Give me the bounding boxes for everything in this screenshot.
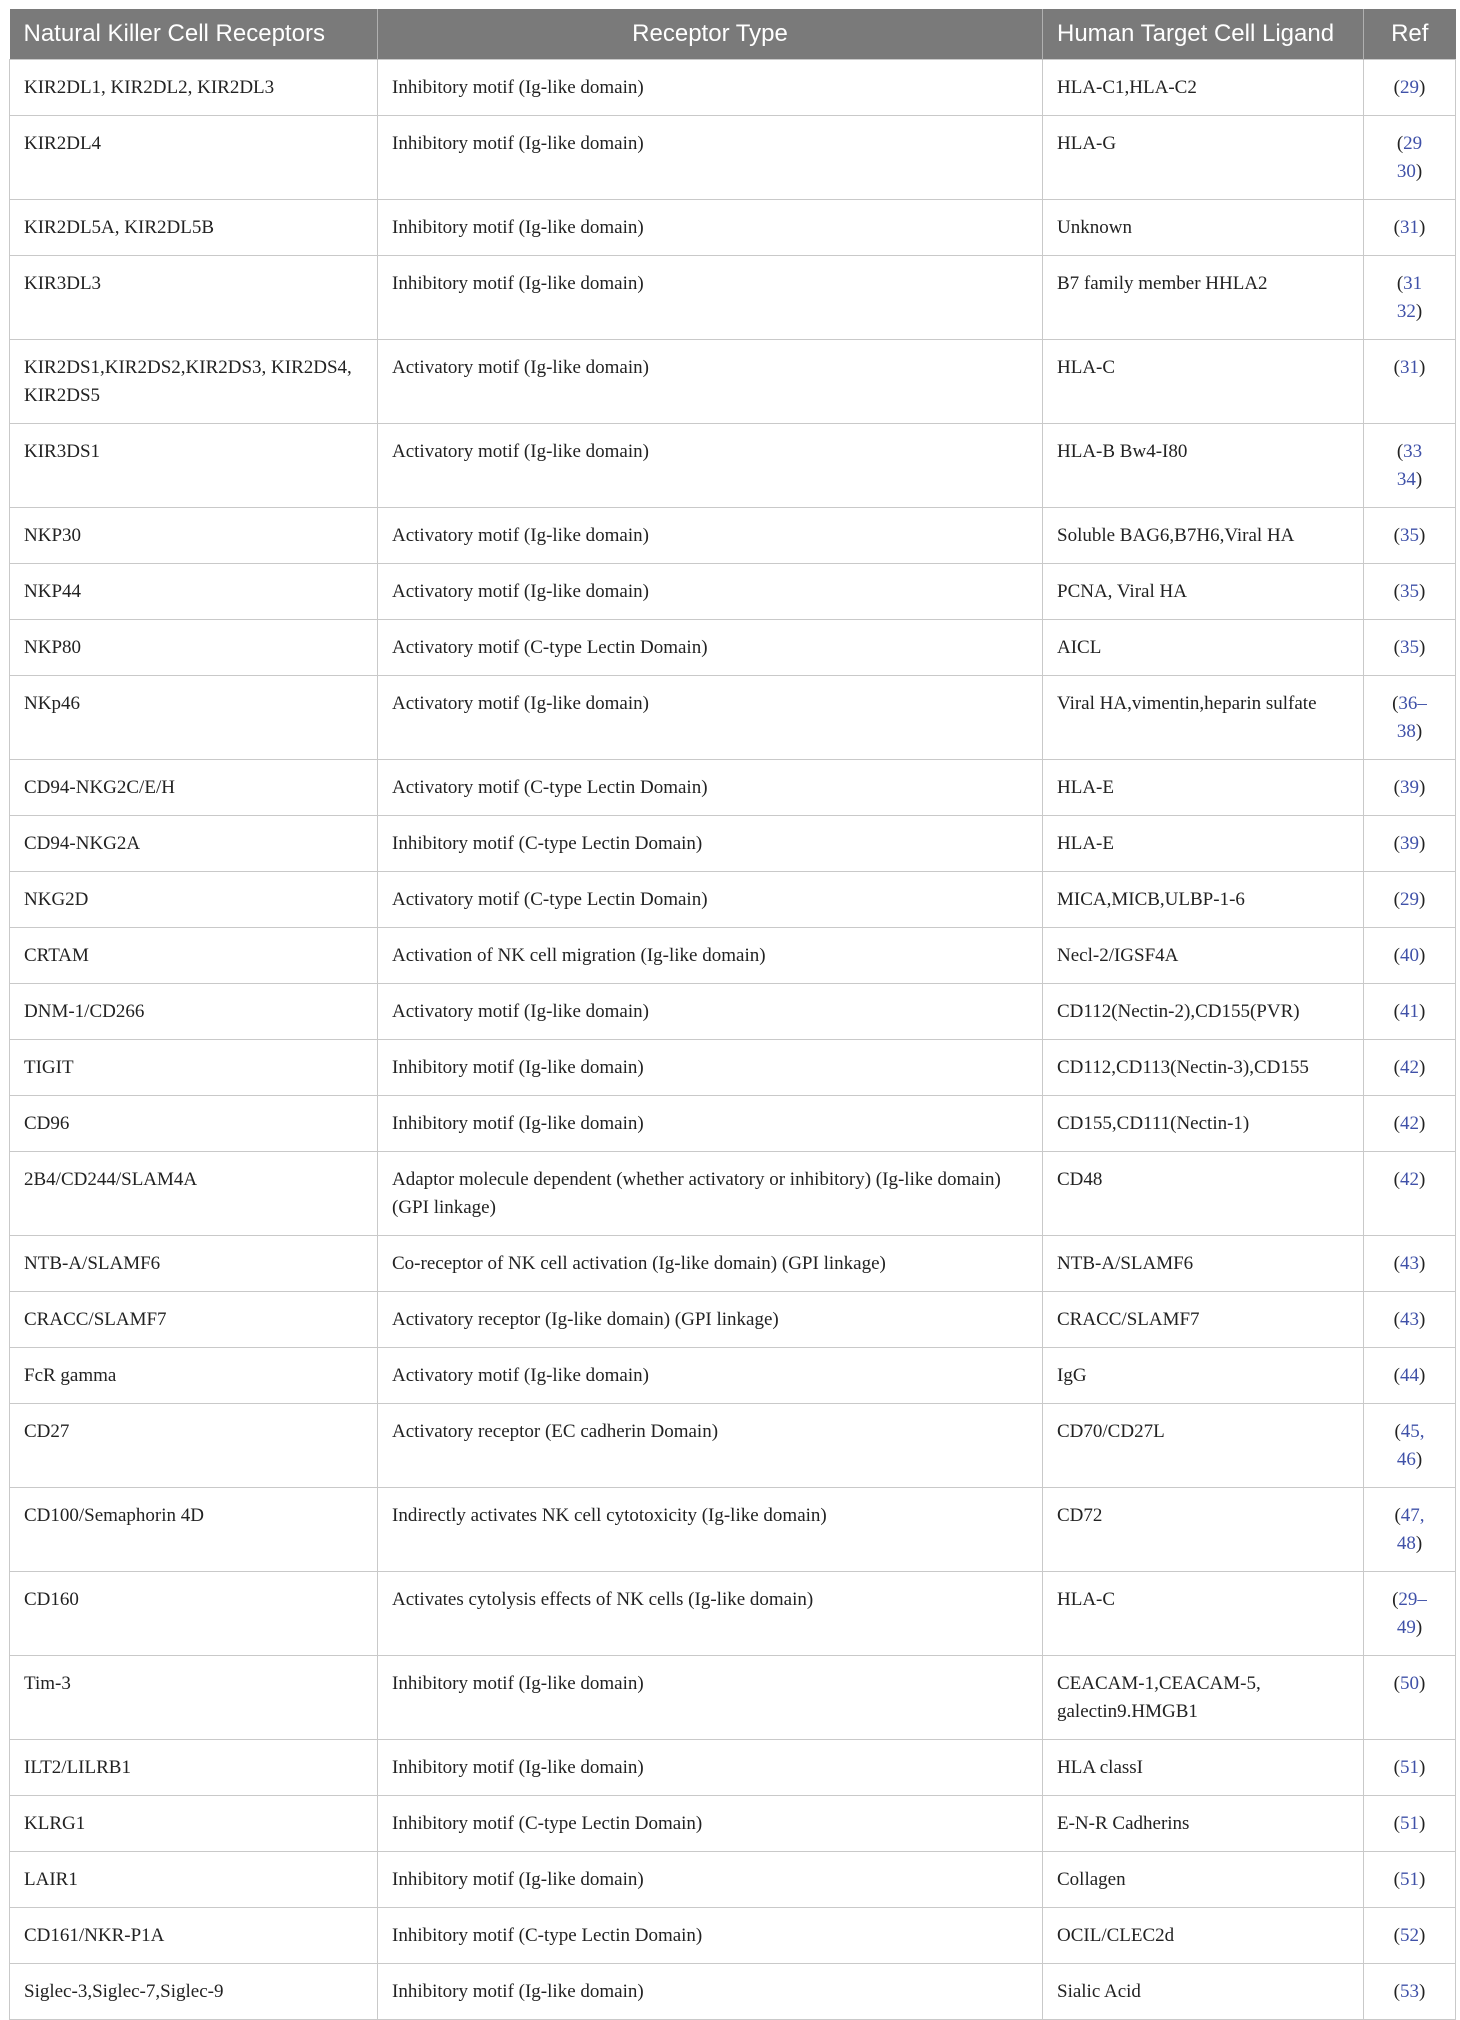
table-row bbox=[10, 1488, 1456, 1572]
reference-link[interactable]: 42 bbox=[1400, 1057, 1419, 1078]
ligand-cell: IgG bbox=[1043, 1348, 1364, 1404]
table-row bbox=[10, 1908, 1456, 1964]
reference-link[interactable]: 33 bbox=[1403, 441, 1423, 462]
header-receptor-type: Receptor Type bbox=[378, 9, 1043, 60]
reference-link[interactable]: 39 bbox=[1400, 777, 1419, 798]
receptor-type-cell: Inhibitory motif (Ig-like domain) bbox=[378, 116, 1043, 200]
ref-cell: (29) bbox=[1364, 872, 1456, 928]
ligand-cell: CD70/CD27L bbox=[1043, 1404, 1364, 1488]
ligand-cell: HLA-B Bw4-I80 bbox=[1043, 424, 1364, 508]
receptor-cell: NTB-A/SLAMF6 bbox=[10, 1236, 378, 1292]
table-row bbox=[10, 1404, 1456, 1488]
ref-cell: (42) bbox=[1364, 1040, 1456, 1096]
table-row bbox=[10, 816, 1456, 872]
reference-link[interactable]: 48 bbox=[1396, 1533, 1416, 1554]
ref-cell: (35) bbox=[1364, 620, 1456, 676]
ref-cell: (51) bbox=[1364, 1740, 1456, 1796]
header-ref: Ref bbox=[1364, 9, 1456, 60]
receptor-type-cell: Activatory motif (Ig-like domain) bbox=[378, 1348, 1043, 1404]
ligand-cell: Soluble BAG6,B7H6,Viral HA bbox=[1043, 508, 1364, 564]
ligand-cell: Sialic Acid bbox=[1043, 1964, 1364, 2020]
receptor-type-cell: Activation of NK cell migration (Ig-like domain) bbox=[378, 928, 1043, 984]
ligand-cell: HLA-E bbox=[1043, 816, 1364, 872]
receptor-cell: ILT2/LILRB1 bbox=[10, 1740, 378, 1796]
ref-cell: (42) bbox=[1364, 1096, 1456, 1152]
receptor-type-cell: Activatory receptor (Ig-like domain) (GPI linkage) bbox=[378, 1292, 1043, 1348]
receptor-type-cell: Activatory receptor (EC cadherin Domain) bbox=[378, 1404, 1043, 1488]
reference-link[interactable]: 38 bbox=[1396, 721, 1416, 742]
ligand-cell: HLA-G bbox=[1043, 116, 1364, 200]
reference-link[interactable]: 45, bbox=[1400, 1421, 1425, 1442]
receptor-type-cell: Inhibitory motif (Ig-like domain) bbox=[378, 1740, 1043, 1796]
ligand-cell: Collagen bbox=[1043, 1852, 1364, 1908]
header-ligand: Human Target Cell Ligand bbox=[1043, 9, 1364, 60]
table-header bbox=[10, 9, 1456, 60]
receptor-cell: FcR gamma bbox=[10, 1348, 378, 1404]
table-row bbox=[10, 760, 1456, 816]
receptor-type-cell: Inhibitory motif (C-type Lectin Domain) bbox=[378, 1796, 1043, 1852]
receptor-cell: KIR2DL1, KIR2DL2, KIR2DL3 bbox=[10, 60, 378, 116]
receptor-cell: CRTAM bbox=[10, 928, 378, 984]
receptor-type-cell: Activatory motif (C-type Lectin Domain) bbox=[378, 760, 1043, 816]
receptor-type-cell: Activatory motif (Ig-like domain) bbox=[378, 508, 1043, 564]
reference-link[interactable]: 30 bbox=[1396, 161, 1416, 182]
reference-link[interactable]: 32 bbox=[1396, 301, 1416, 322]
ligand-cell: MICA,MICB,ULBP-1-6 bbox=[1043, 872, 1364, 928]
table-row bbox=[10, 1096, 1456, 1152]
reference-link[interactable]: 42 bbox=[1400, 1169, 1419, 1190]
receptor-cell: KIR2DL5A, KIR2DL5B bbox=[10, 200, 378, 256]
ref-cell: (35) bbox=[1364, 508, 1456, 564]
ref-cell: (44) bbox=[1364, 1348, 1456, 1404]
ref-cell: (40) bbox=[1364, 928, 1456, 984]
reference-link[interactable]: 35 bbox=[1400, 525, 1419, 546]
table-container bbox=[9, 9, 1455, 2020]
header-receptor: Natural Killer Cell Receptors bbox=[10, 9, 378, 60]
table-row bbox=[10, 564, 1456, 620]
reference-link[interactable]: 43 bbox=[1400, 1253, 1419, 1274]
reference-link[interactable]: 53 bbox=[1400, 1981, 1419, 2002]
reference-link[interactable]: 51 bbox=[1400, 1757, 1419, 1778]
receptor-type-cell: Activates cytolysis effects of NK cells (Ig-like domain) bbox=[378, 1572, 1043, 1656]
receptor-type-cell: Inhibitory motif (Ig-like domain) bbox=[378, 256, 1043, 340]
ref-cell: (31 32) bbox=[1364, 256, 1456, 340]
table-row bbox=[10, 676, 1456, 760]
receptor-type-cell: Activatory motif (C-type Lectin Domain) bbox=[378, 620, 1043, 676]
ref-cell: (42) bbox=[1364, 1152, 1456, 1236]
receptor-type-cell: Inhibitory motif (Ig-like domain) bbox=[378, 200, 1043, 256]
ref-cell: (33 34) bbox=[1364, 424, 1456, 508]
receptor-cell: CD94-NKG2C/E/H bbox=[10, 760, 378, 816]
header-row bbox=[10, 9, 1456, 60]
ligand-cell: OCIL/CLEC2d bbox=[1043, 1908, 1364, 1964]
receptor-cell: TIGIT bbox=[10, 1040, 378, 1096]
receptor-cell: KLRG1 bbox=[10, 1796, 378, 1852]
table-row bbox=[10, 116, 1456, 200]
ligand-cell: B7 family member HHLA2 bbox=[1043, 256, 1364, 340]
ref-cell: (43) bbox=[1364, 1292, 1456, 1348]
table-row bbox=[10, 1572, 1456, 1656]
receptor-type-cell: Inhibitory motif (Ig-like domain) bbox=[378, 1096, 1043, 1152]
table-row bbox=[10, 340, 1456, 424]
ref-cell: (29) bbox=[1364, 60, 1456, 116]
receptor-cell: KIR3DL3 bbox=[10, 256, 378, 340]
ref-cell: (31) bbox=[1364, 340, 1456, 424]
reference-link[interactable]: 31 bbox=[1400, 217, 1419, 238]
ligand-cell: E-N-R Cadherins bbox=[1043, 1796, 1364, 1852]
table-row bbox=[10, 200, 1456, 256]
ref-cell: (47, 48) bbox=[1364, 1488, 1456, 1572]
receptor-cell: NKp46 bbox=[10, 676, 378, 760]
table-row bbox=[10, 424, 1456, 508]
table-row bbox=[10, 620, 1456, 676]
ligand-cell: CD112(Nectin-2),CD155(PVR) bbox=[1043, 984, 1364, 1040]
table-row bbox=[10, 1796, 1456, 1852]
receptor-type-cell: Indirectly activates NK cell cytotoxicity (Ig-like domain) bbox=[378, 1488, 1043, 1572]
reference-link[interactable]: 46 bbox=[1396, 1449, 1416, 1470]
table-row bbox=[10, 872, 1456, 928]
table-row bbox=[10, 1740, 1456, 1796]
reference-link[interactable]: 43 bbox=[1400, 1309, 1419, 1330]
reference-link[interactable]: 51 bbox=[1400, 1813, 1419, 1834]
table-row bbox=[10, 1964, 1456, 2020]
ligand-cell: CEACAM-1,CEACAM-5, galectin9.HMGB1 bbox=[1043, 1656, 1364, 1740]
ref-cell: (36– 38) bbox=[1364, 676, 1456, 760]
reference-link[interactable]: 29– bbox=[1398, 1589, 1427, 1610]
table-body bbox=[10, 60, 1456, 2020]
reference-link[interactable]: 52 bbox=[1400, 1925, 1419, 1946]
receptor-type-cell: Activatory motif (Ig-like domain) bbox=[378, 340, 1043, 424]
ref-cell: (52) bbox=[1364, 1908, 1456, 1964]
ligand-cell: PCNA, Viral HA bbox=[1043, 564, 1364, 620]
ligand-cell: HLA-C1,HLA-C2 bbox=[1043, 60, 1364, 116]
ref-cell: (51) bbox=[1364, 1796, 1456, 1852]
reference-link[interactable]: 44 bbox=[1400, 1365, 1419, 1386]
receptor-cell: CD94-NKG2A bbox=[10, 816, 378, 872]
receptor-cell: 2B4/CD244/SLAM4A bbox=[10, 1152, 378, 1236]
table-row bbox=[10, 1236, 1456, 1292]
reference-link[interactable]: 35 bbox=[1400, 637, 1419, 658]
table-row bbox=[10, 1656, 1456, 1740]
ref-cell: (29 30) bbox=[1364, 116, 1456, 200]
receptor-cell: NKG2D bbox=[10, 872, 378, 928]
ligand-cell: Unknown bbox=[1043, 200, 1364, 256]
reference-link[interactable]: 29 bbox=[1403, 133, 1423, 154]
receptor-type-cell: Adaptor molecule dependent (whether activatory or inhibitory) (Ig-like domain) (GPI linkage) bbox=[378, 1152, 1043, 1236]
ligand-cell: NTB-A/SLAMF6 bbox=[1043, 1236, 1364, 1292]
receptor-type-cell: Inhibitory motif (Ig-like domain) bbox=[378, 1040, 1043, 1096]
receptor-cell: KIR3DS1 bbox=[10, 424, 378, 508]
reference-link[interactable]: 50 bbox=[1400, 1673, 1419, 1694]
table-row bbox=[10, 256, 1456, 340]
nk-receptor-table bbox=[9, 9, 1456, 2020]
ligand-cell: HLA classI bbox=[1043, 1740, 1364, 1796]
reference-link[interactable]: 31 bbox=[1403, 273, 1423, 294]
ref-cell: (39) bbox=[1364, 816, 1456, 872]
receptor-cell: CD100/Semaphorin 4D bbox=[10, 1488, 378, 1572]
ligand-cell: Viral HA,vimentin,heparin sulfate bbox=[1043, 676, 1364, 760]
reference-link[interactable]: 47, bbox=[1400, 1505, 1425, 1526]
reference-link[interactable]: 49 bbox=[1396, 1617, 1416, 1638]
receptor-type-cell: Inhibitory motif (Ig-like domain) bbox=[378, 1852, 1043, 1908]
reference-link[interactable]: 42 bbox=[1400, 1113, 1419, 1134]
receptor-cell: NKP30 bbox=[10, 508, 378, 564]
reference-link[interactable]: 39 bbox=[1400, 833, 1419, 854]
receptor-cell: LAIR1 bbox=[10, 1852, 378, 1908]
ref-cell: (43) bbox=[1364, 1236, 1456, 1292]
receptor-type-cell: Activatory motif (Ig-like domain) bbox=[378, 564, 1043, 620]
ref-cell: (31) bbox=[1364, 200, 1456, 256]
table-row bbox=[10, 1152, 1456, 1236]
receptor-cell: NKP44 bbox=[10, 564, 378, 620]
receptor-cell: NKP80 bbox=[10, 620, 378, 676]
table-row bbox=[10, 60, 1456, 116]
receptor-cell: KIR2DS1,KIR2DS2,KIR2DS3, KIR2DS4, KIR2DS5 bbox=[10, 340, 378, 424]
reference-link[interactable]: 34 bbox=[1396, 469, 1416, 490]
reference-link[interactable]: 29 bbox=[1400, 889, 1419, 910]
receptor-type-cell: Inhibitory motif (C-type Lectin Domain) bbox=[378, 816, 1043, 872]
table-row bbox=[10, 1292, 1456, 1348]
ligand-cell: HLA-E bbox=[1043, 760, 1364, 816]
reference-link[interactable]: 36– bbox=[1398, 693, 1427, 714]
ligand-cell: CD48 bbox=[1043, 1152, 1364, 1236]
ligand-cell: Necl-2/IGSF4A bbox=[1043, 928, 1364, 984]
receptor-cell: Tim-3 bbox=[10, 1656, 378, 1740]
reference-link[interactable]: 35 bbox=[1400, 581, 1419, 602]
ligand-cell: AICL bbox=[1043, 620, 1364, 676]
receptor-cell: Siglec-3,Siglec-7,Siglec-9 bbox=[10, 1964, 378, 2020]
ref-cell: (29– 49) bbox=[1364, 1572, 1456, 1656]
ligand-cell: HLA-C bbox=[1043, 1572, 1364, 1656]
receptor-cell: DNM-1/CD266 bbox=[10, 984, 378, 1040]
ligand-cell: CD155,CD111(Nectin-1) bbox=[1043, 1096, 1364, 1152]
receptor-type-cell: Activatory motif (Ig-like domain) bbox=[378, 676, 1043, 760]
reference-link[interactable]: 51 bbox=[1400, 1869, 1419, 1890]
table-row bbox=[10, 1348, 1456, 1404]
ref-cell: (53) bbox=[1364, 1964, 1456, 2020]
table-row bbox=[10, 508, 1456, 564]
receptor-type-cell: Activatory motif (Ig-like domain) bbox=[378, 424, 1043, 508]
ref-cell: (45, 46) bbox=[1364, 1404, 1456, 1488]
ref-cell: (50) bbox=[1364, 1656, 1456, 1740]
ligand-cell: CD72 bbox=[1043, 1488, 1364, 1572]
table-row bbox=[10, 1040, 1456, 1096]
receptor-type-cell: Inhibitory motif (Ig-like domain) bbox=[378, 60, 1043, 116]
receptor-type-cell: Co-receptor of NK cell activation (Ig-like domain) (GPI linkage) bbox=[378, 1236, 1043, 1292]
ref-cell: (35) bbox=[1364, 564, 1456, 620]
reference-link[interactable]: 40 bbox=[1400, 945, 1419, 966]
receptor-type-cell: Inhibitory motif (Ig-like domain) bbox=[378, 1964, 1043, 2020]
reference-link[interactable]: 31 bbox=[1400, 357, 1419, 378]
receptor-type-cell: Activatory motif (Ig-like domain) bbox=[378, 984, 1043, 1040]
ref-cell: (41) bbox=[1364, 984, 1456, 1040]
ref-cell: (51) bbox=[1364, 1852, 1456, 1908]
receptor-cell: CD161/NKR-P1A bbox=[10, 1908, 378, 1964]
receptor-type-cell: Activatory motif (C-type Lectin Domain) bbox=[378, 872, 1043, 928]
table-row bbox=[10, 984, 1456, 1040]
ref-cell: (39) bbox=[1364, 760, 1456, 816]
receptor-cell: KIR2DL4 bbox=[10, 116, 378, 200]
receptor-cell: CD160 bbox=[10, 1572, 378, 1656]
reference-link[interactable]: 41 bbox=[1400, 1001, 1419, 1022]
table-row bbox=[10, 1852, 1456, 1908]
receptor-cell: CD96 bbox=[10, 1096, 378, 1152]
ligand-cell: CRACC/SLAMF7 bbox=[1043, 1292, 1364, 1348]
reference-link[interactable]: 29 bbox=[1400, 77, 1419, 98]
receptor-type-cell: Inhibitory motif (C-type Lectin Domain) bbox=[378, 1908, 1043, 1964]
receptor-type-cell: Inhibitory motif (Ig-like domain) bbox=[378, 1656, 1043, 1740]
receptor-cell: CRACC/SLAMF7 bbox=[10, 1292, 378, 1348]
table-row bbox=[10, 928, 1456, 984]
ligand-cell: HLA-C bbox=[1043, 340, 1364, 424]
ligand-cell: CD112,CD113(Nectin-3),CD155 bbox=[1043, 1040, 1364, 1096]
receptor-cell: CD27 bbox=[10, 1404, 378, 1488]
